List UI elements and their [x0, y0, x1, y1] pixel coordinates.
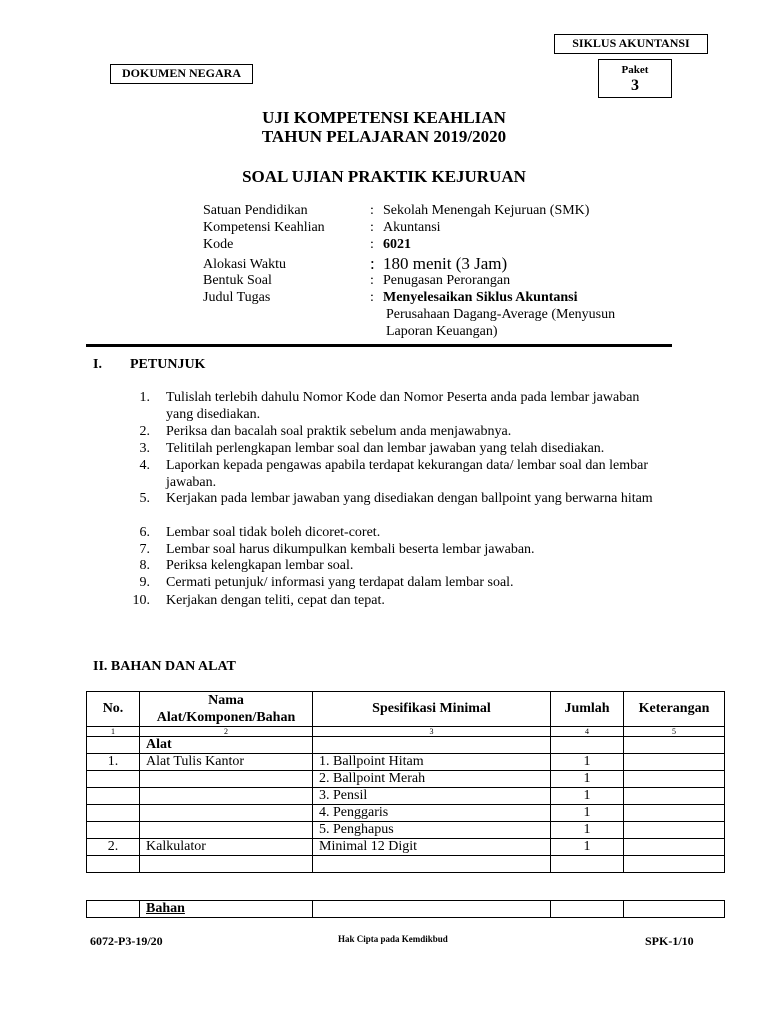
- cell-spec: 4. Penggaris: [313, 805, 551, 822]
- col-header-name-line2: Alat/Komponen/Bahan: [156, 710, 296, 725]
- column-index: 5: [624, 727, 725, 737]
- meta-colon: :: [370, 290, 374, 305]
- instruction-text: Kerjakan dengan teliti, cepat dan tepat.: [166, 593, 385, 608]
- cell-name: [140, 788, 313, 805]
- instruction-number: 9.: [139, 575, 150, 590]
- cell-qty: 1: [551, 839, 624, 856]
- paket-number: 3: [631, 77, 639, 94]
- paket-box: [598, 59, 672, 98]
- cell-no: [87, 788, 140, 805]
- table-row-alat-heading: [87, 737, 725, 754]
- meta-value: Sekolah Menengah Kejuruan (SMK): [383, 203, 590, 218]
- cell-qty: 1: [551, 805, 624, 822]
- cell-note: [624, 788, 725, 805]
- cell-spec: 1. Ballpoint Hitam: [313, 754, 551, 771]
- col-header-name-line1: Nama: [208, 693, 244, 708]
- meta-colon: :: [370, 273, 374, 288]
- table-row-empty: [87, 856, 725, 873]
- col-header-no: No.: [87, 692, 140, 727]
- title-line3: SOAL UJIAN PRAKTIK KEJURUAN: [242, 167, 526, 186]
- col-header-note: Keterangan: [624, 692, 725, 727]
- table-row-bahan-heading: [87, 901, 725, 918]
- paket-label: Paket: [621, 64, 649, 76]
- instruction-text: Periksa dan bacalah soal praktik sebelum anda menjawabnya.: [166, 424, 512, 439]
- cell-qty: [551, 737, 624, 754]
- meta-label: Satuan Pendidikan: [203, 203, 308, 218]
- alat-heading: Alat: [140, 737, 313, 754]
- cell-spec: 3. Pensil: [313, 788, 551, 805]
- cell-qty: 1: [551, 788, 624, 805]
- meta-label: Bentuk Soal: [203, 273, 272, 288]
- col-header-spec: Spesifikasi Minimal: [313, 692, 551, 727]
- cell-no: [87, 901, 140, 918]
- cell-note: [624, 839, 725, 856]
- meta-label: Kompetensi Keahlian: [203, 220, 325, 235]
- cell-qty: 1: [551, 771, 624, 788]
- instruction-number: 1.: [139, 390, 150, 405]
- cell-spec: 5. Penghapus: [313, 822, 551, 839]
- materials-table: [86, 691, 725, 873]
- title-line1: UJI KOMPETENSI KEAHLIAN: [262, 108, 506, 127]
- table-row: [87, 805, 725, 822]
- instruction-number: 5.: [139, 491, 150, 506]
- table-header-row: [87, 692, 725, 727]
- instruction-text: Lembar soal harus dikumpulkan kembali beserta lembar jawaban.: [166, 542, 535, 557]
- column-index: 2: [140, 727, 313, 737]
- meta-value: 180 menit (3 Jam): [383, 254, 508, 273]
- column-index: 3: [313, 727, 551, 737]
- title-line2: TAHUN PELAJARAN 2019/2020: [261, 127, 507, 146]
- column-index: 4: [551, 727, 624, 737]
- instruction-text: Kerjakan pada lembar jawaban yang disediakan dengan ballpoint yang berwarna hitam: [166, 491, 653, 506]
- cell-no: [87, 856, 140, 873]
- table-row: [87, 839, 725, 856]
- meta-colon: :: [370, 203, 374, 218]
- cell-name: [140, 805, 313, 822]
- instruction-text: Laporkan kepada pengawas apabila terdapat kekurangan data/ lembar soal dan lembar jawaban.: [166, 458, 649, 490]
- cell-qty: 1: [551, 822, 624, 839]
- cell-note: [624, 771, 725, 788]
- cell-spec: Minimal 12 Digit: [313, 839, 551, 856]
- cell-no: [87, 805, 140, 822]
- cell-name: [140, 771, 313, 788]
- doc-tag: DOKUMEN NEGARA: [110, 64, 253, 84]
- cell-note: [624, 754, 725, 771]
- footer-page: SPK-1/10: [645, 934, 694, 948]
- meta-value: Menyelesaikan Siklus Akuntansi: [383, 290, 578, 305]
- cell-note: [624, 737, 725, 754]
- column-index-row: [87, 727, 725, 737]
- instruction-text: Periksa kelengkapan lembar soal.: [166, 558, 354, 573]
- table-row: [87, 788, 725, 805]
- instruction-text: Telitilah perlengkapan lembar soal dan lembar jawaban yang telah disediakan.: [166, 441, 605, 456]
- cell-spec: [313, 856, 551, 873]
- instruction-text: Cermati petunjuk/ informasi yang terdapat dalam lembar soal.: [166, 575, 514, 590]
- column-index: 1: [87, 727, 140, 737]
- instruction-text: Lembar soal tidak boleh dicoret-coret.: [166, 525, 381, 540]
- cell-spec: [313, 737, 551, 754]
- cell-name: Kalkulator: [140, 839, 313, 856]
- cell-name: Alat Tulis Kantor: [140, 754, 313, 771]
- cell-name: [140, 856, 313, 873]
- footer-code: 6072-P3-19/20: [90, 934, 163, 948]
- bahan-heading: Bahan: [140, 901, 313, 918]
- col-header-qty: Jumlah: [551, 692, 624, 727]
- instruction-number: 7.: [139, 542, 150, 557]
- cell-no: [87, 822, 140, 839]
- section1-title: PETUNJUK: [130, 357, 206, 372]
- instruction-number: 2.: [139, 424, 150, 439]
- instruction-number: 8.: [139, 558, 150, 573]
- cell-name: [140, 822, 313, 839]
- cell-spec: 2. Ballpoint Merah: [313, 771, 551, 788]
- meta-value: Penugasan Perorangan: [383, 273, 511, 288]
- cell-note: [624, 856, 725, 873]
- table-row: [87, 822, 725, 839]
- footer-copyright: Hak Cipta pada Kemdikbud: [338, 934, 448, 944]
- table-row: [87, 754, 725, 771]
- cell-note: [624, 822, 725, 839]
- instruction-text: Tulislah terlebih dahulu Nomor Kode dan Nomor Peserta anda pada lembar jawaban yang disediakan.: [166, 390, 640, 422]
- meta-label: Alokasi Waktu: [203, 257, 286, 272]
- cell-no: [87, 737, 140, 754]
- instruction-number: 3.: [139, 441, 150, 456]
- section1-number: I.: [93, 357, 102, 372]
- instruction-number: 10.: [132, 593, 150, 608]
- cell-note: [624, 805, 725, 822]
- cell-note: [624, 901, 725, 918]
- meta-colon: :: [370, 237, 374, 252]
- meta-value: 6021: [383, 237, 411, 252]
- header-divider: [86, 344, 672, 347]
- task-continuation-2: Laporan Keuangan): [386, 324, 498, 339]
- cell-qty: 1: [551, 754, 624, 771]
- cell-no: [87, 771, 140, 788]
- table-row: [87, 771, 725, 788]
- instruction-number: 6.: [139, 525, 150, 540]
- meta-colon: :: [370, 254, 375, 273]
- cell-spec: [313, 901, 551, 918]
- meta-label: Judul Tugas: [203, 290, 271, 305]
- cell-no: 2.: [87, 839, 140, 856]
- cell-no: 1.: [87, 754, 140, 771]
- meta-value: Akuntansi: [383, 220, 441, 235]
- meta-label: Kode: [203, 237, 234, 252]
- cell-qty: [551, 856, 624, 873]
- section2-title: II. BAHAN DAN ALAT: [93, 659, 236, 674]
- meta-colon: :: [370, 220, 374, 235]
- instruction-number: 4.: [139, 458, 150, 473]
- task-continuation-1: Perusahaan Dagang-Average (Menyusun: [386, 307, 616, 322]
- col-header-name: [140, 692, 313, 727]
- subject-tag: SIKLUS AKUNTANSI: [554, 34, 708, 54]
- cell-qty: [551, 901, 624, 918]
- bahan-table: [86, 900, 725, 918]
